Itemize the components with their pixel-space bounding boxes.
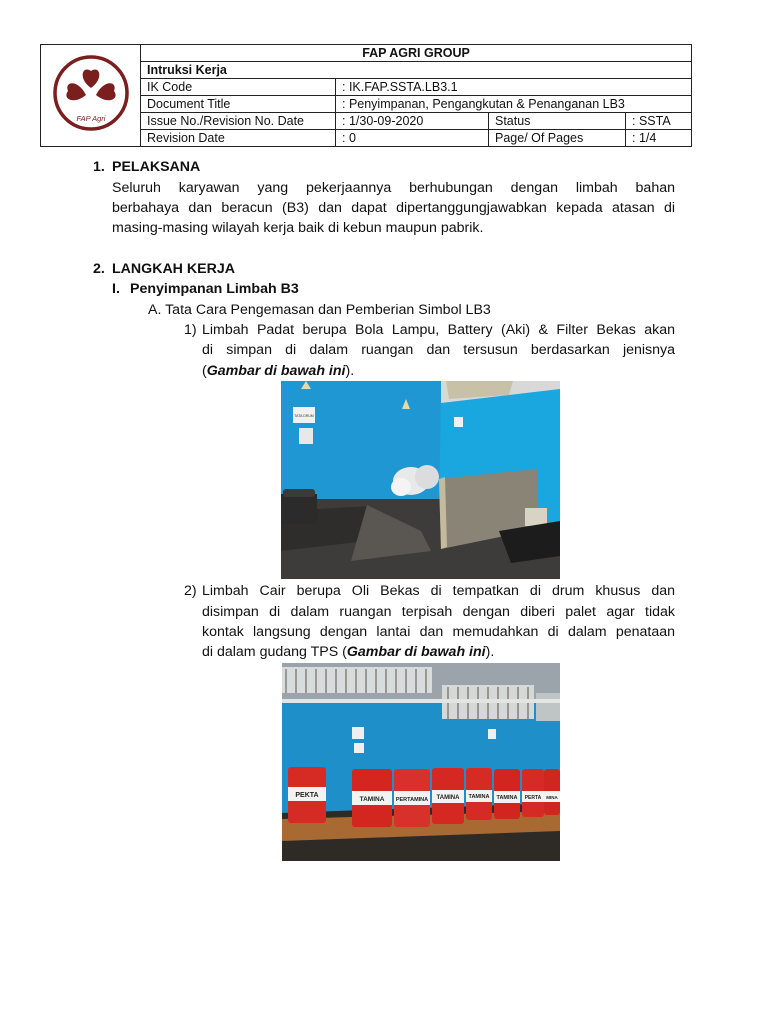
page-value: : 1/4 <box>626 130 692 147</box>
item-1-line-2: di simpan di dalam ruangan dan tersusun berdasarkan jenisnya <box>202 342 675 358</box>
wall-sign-text: TATA DRUM <box>294 414 314 418</box>
company-logo-cell <box>41 45 141 147</box>
fap-agri-logo <box>48 55 134 133</box>
section-1-number: 1. <box>93 159 105 175</box>
subsection-number: I. <box>112 281 120 297</box>
company-name: FAP AGRI GROUP <box>141 45 692 62</box>
section-1-title: PELAKSANA <box>112 159 201 175</box>
subsection-title: Penyimpanan Limbah B3 <box>130 281 299 297</box>
item-2-line-2: disimpan di dalam ruangan terpisah dengan diberi palet agar tidak <box>202 604 675 620</box>
drum-label: PERTAMINA <box>395 797 429 803</box>
section-2-number: 2. <box>93 261 105 277</box>
drum-label: TAMINA <box>359 796 385 803</box>
section-1-line-1: Seluruh karyawan yang pekerjaannya berhubungan dengan limbah bahan <box>112 180 675 196</box>
revision-label: Revision Date <box>141 130 336 147</box>
ik-code-value: : IK.FAP.SSTA.LB3.1 <box>336 79 692 96</box>
item-2-figure-ref: Gambar di bawah ini <box>346 644 486 660</box>
revision-value: : 0 <box>336 130 489 147</box>
status-value: : SSTA <box>626 113 692 130</box>
status-label: Status <box>489 113 626 130</box>
ik-code-label: IK Code <box>141 79 336 96</box>
issue-label: Issue No./Revision No. Date <box>141 113 336 130</box>
drum-label: TAMINA <box>468 794 490 800</box>
photo-solid-waste-room <box>281 381 560 579</box>
drum-label: TAMINA <box>496 795 518 801</box>
item-1-number: 1) <box>184 322 197 338</box>
drum-label: TAMINA <box>436 795 460 801</box>
section-2-title: LANGKAH KERJA <box>112 261 235 277</box>
drum-label: MINA <box>546 795 558 800</box>
item-1-line-3: (Gambar di bawah ini). <box>202 363 355 379</box>
photo-oil-drums <box>282 663 560 861</box>
page-label: Page/ Of Pages <box>489 130 626 147</box>
issue-value: : 1/30-09-2020 <box>336 113 489 130</box>
item-2-number: 2) <box>184 583 197 599</box>
section-1-line-3: masing-masing wilayah kerja baik di kebun maupun pabrik. <box>112 220 484 236</box>
document-type: Intruksi Kerja <box>141 62 692 79</box>
drum-label: PERTA <box>524 795 542 801</box>
item-1-figure-ref: Gambar di bawah ini <box>206 363 346 379</box>
item-2-line-4: di dalam gudang TPS (Gambar di bawah ini). <box>202 644 495 660</box>
item-2-line-1: Limbah Cair berupa Oli Bekas di tempatkan di drum khusus dan <box>202 583 675 599</box>
document-header-table <box>40 44 692 147</box>
doc-title-label: Document Title <box>141 96 336 113</box>
doc-title-value: : Penyimpanan, Pengangkutan & Penanganan LB3 <box>336 96 692 113</box>
subsubsection-title: A. Tata Cara Pengemasan dan Pemberian Simbol LB3 <box>148 302 491 318</box>
drum-label: PEKTA <box>295 792 319 799</box>
logo-text: FAP Agri <box>76 113 105 123</box>
item-2-line-3: kontak langsung dengan lantai dan memudahkan di dalam penataan <box>202 624 675 640</box>
item-1-line-1: Limbah Padat berupa Bola Lampu, Battery (Aki) & Filter Bekas akan <box>202 322 675 338</box>
section-1-line-2: berbahaya dan beracun (B3) dan dapat dipertanggungjawabkan kepada atasan di <box>112 200 675 216</box>
